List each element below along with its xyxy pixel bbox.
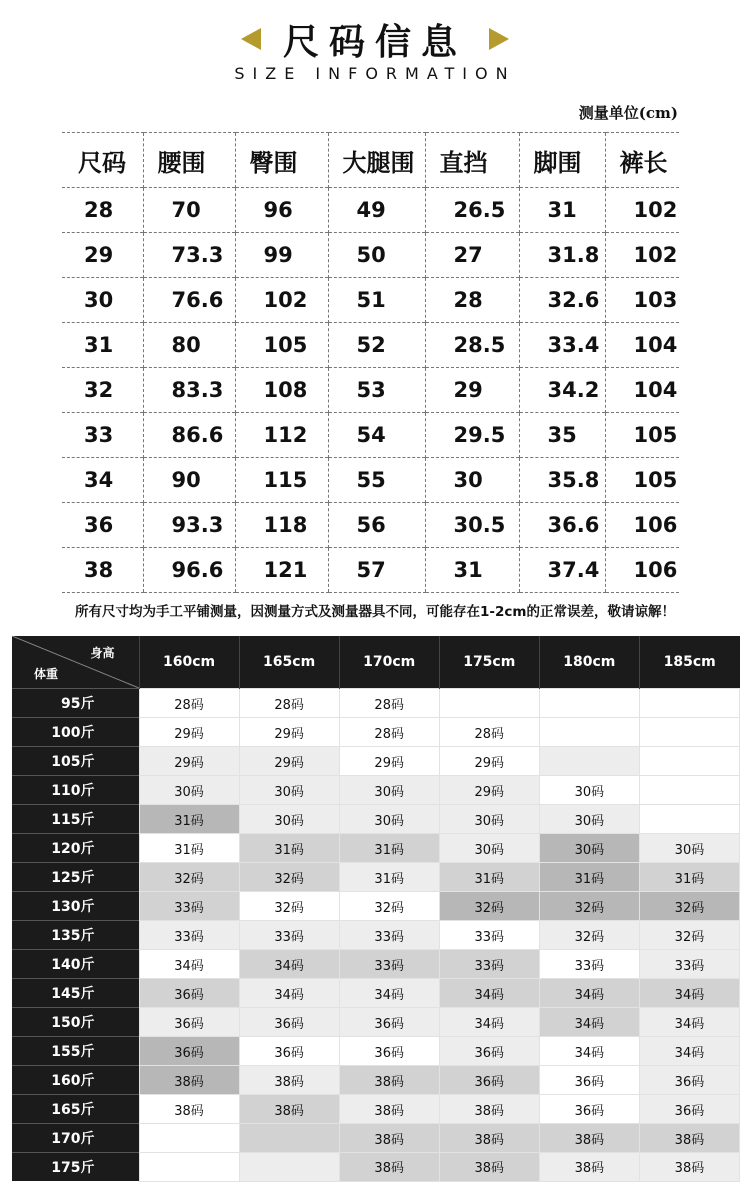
weight-row-header: 165斤: [12, 1095, 139, 1124]
size-cell: 30.5: [425, 503, 519, 548]
size-recommendation-cell: [639, 805, 739, 834]
size-cell: 35: [519, 413, 605, 458]
size-cell: 105: [605, 458, 679, 503]
size-cell: 90: [143, 458, 235, 503]
size-cell: 29: [425, 368, 519, 413]
size-recommendation-cell: 38码: [439, 1095, 539, 1124]
weight-row-header: 105斤: [12, 747, 139, 776]
size-recommendation-cell: 38码: [639, 1124, 739, 1153]
size-recommendation-cell: 29码: [439, 776, 539, 805]
size-recommendation-cell: 32码: [239, 863, 339, 892]
size-recommendation-cell: 29码: [139, 718, 239, 747]
size-cell: 27: [425, 233, 519, 278]
size-recommendation-cell: 31码: [239, 834, 339, 863]
size-cell: 96.6: [143, 548, 235, 593]
size-cell: 31: [519, 188, 605, 233]
size-recommendation-cell: [139, 1153, 239, 1182]
size-recommendation-cell: [239, 1124, 339, 1153]
size-recommendation-cell: 31码: [339, 863, 439, 892]
measurement-unit: 测量单位(cm): [578, 104, 678, 122]
size-recommendation-cell: 36码: [639, 1095, 739, 1124]
weight-axis-label: 体重: [34, 667, 59, 681]
size-recommendation-cell: 33码: [539, 950, 639, 979]
size-recommendation-cell: 32码: [139, 863, 239, 892]
size-recommendation-cell: 32码: [639, 892, 739, 921]
size-table: [62, 132, 679, 593]
grid-header-row: [12, 636, 740, 689]
size-cell: 105: [235, 323, 328, 368]
size-recommendation-cell: 36码: [439, 1037, 539, 1066]
size-cell: 33.4: [519, 323, 605, 368]
size-cell: 28.5: [425, 323, 519, 368]
size-cell: 34: [62, 458, 143, 503]
size-recommendation-cell: 33码: [139, 892, 239, 921]
size-cell: 76.6: [143, 278, 235, 323]
size-cell: 99: [235, 233, 328, 278]
size-recommendation-cell: 36码: [339, 1008, 439, 1037]
size-recommendation-cell: 30码: [439, 834, 539, 863]
size-recommendation-cell: 34码: [239, 950, 339, 979]
size-table-row: [62, 413, 679, 458]
size-recommendation-cell: [639, 689, 739, 718]
measurement-note: 所有尺寸均为手工平铺测量，因测量方式及测量器具不同，可能存在1-2cm的正常误差，敬请谅解！: [75, 604, 675, 620]
height-column-header: 185cm: [639, 636, 739, 689]
weight-row-header: 160斤: [12, 1066, 139, 1095]
size-recommendation-cell: [539, 747, 639, 776]
grid-row: [12, 776, 740, 805]
size-recommendation-cell: 33码: [139, 921, 239, 950]
size-recommendation-cell: 29码: [139, 747, 239, 776]
size-cell: 83.3: [143, 368, 235, 413]
size-cell: 32: [62, 368, 143, 413]
weight-row-header: 115斤: [12, 805, 139, 834]
size-cell: 102: [605, 188, 679, 233]
size-recommendation-cell: 33码: [439, 950, 539, 979]
weight-row-header: 110斤: [12, 776, 139, 805]
size-cell: 33: [62, 413, 143, 458]
size-table-row: [62, 188, 679, 233]
size-recommendation-cell: 36码: [539, 1066, 639, 1095]
size-table-row: [62, 503, 679, 548]
size-recommendation-cell: 32码: [239, 892, 339, 921]
size-table-row: [62, 548, 679, 593]
grid-corner: [12, 636, 139, 689]
size-cell: 55: [328, 458, 425, 503]
size-recommendation-cell: 30码: [339, 805, 439, 834]
size-recommendation-cell: 38码: [339, 1066, 439, 1095]
size-recommendation-cell: 30码: [539, 834, 639, 863]
size-recommendation-cell: 32码: [639, 921, 739, 950]
size-cell: 36.6: [519, 503, 605, 548]
size-recommendation-cell: 36码: [639, 1066, 739, 1095]
weight-row-header: 175斤: [12, 1153, 139, 1182]
size-cell: 104: [605, 368, 679, 413]
size-cell: 28: [62, 188, 143, 233]
size-recommendation-cell: 33码: [439, 921, 539, 950]
size-recommendation-cell: 30码: [539, 776, 639, 805]
size-recommendation-cell: 31码: [139, 834, 239, 863]
size-recommendation-cell: 32码: [439, 892, 539, 921]
size-recommendation-cell: 36码: [539, 1095, 639, 1124]
size-cell: 29.5: [425, 413, 519, 458]
size-table-row: [62, 233, 679, 278]
size-recommendation-cell: [639, 718, 739, 747]
size-cell: 104: [605, 323, 679, 368]
grid-row: [12, 805, 740, 834]
size-recommendation-cell: 38码: [139, 1066, 239, 1095]
size-cell: 57: [328, 548, 425, 593]
grid-row: [12, 1037, 740, 1066]
size-recommendation-cell: 30码: [239, 776, 339, 805]
size-recommendation-cell: [539, 689, 639, 718]
size-column-header: 大腿围: [328, 133, 425, 188]
size-recommendation-cell: 33码: [339, 950, 439, 979]
grid-row: [12, 1066, 740, 1095]
weight-row-header: 150斤: [12, 1008, 139, 1037]
size-recommendation-cell: 36码: [239, 1037, 339, 1066]
weight-row-header: 130斤: [12, 892, 139, 921]
size-column-header: 裤长: [605, 133, 679, 188]
grid-row: [12, 834, 740, 863]
grid-row: [12, 689, 740, 718]
size-recommendation-cell: 32码: [339, 892, 439, 921]
size-recommendation-cell: 28码: [439, 718, 539, 747]
size-cell: 121: [235, 548, 328, 593]
size-cell: 51: [328, 278, 425, 323]
size-recommendation-cell: 32码: [539, 921, 639, 950]
grid-row: [12, 950, 740, 979]
size-recommendation-cell: 36码: [139, 979, 239, 1008]
size-column-header: 尺码: [62, 133, 143, 188]
size-cell: 96: [235, 188, 328, 233]
size-table-row: [62, 368, 679, 413]
title-row: [0, 14, 750, 64]
height-axis-label: 身高: [90, 646, 115, 660]
size-recommendation-cell: [139, 1124, 239, 1153]
size-table-row: [62, 458, 679, 503]
size-cell: 29: [62, 233, 143, 278]
size-cell: 36: [62, 503, 143, 548]
size-recommendation-cell: 34码: [439, 1008, 539, 1037]
size-recommendation-grid: [12, 636, 740, 1182]
size-cell: 54: [328, 413, 425, 458]
size-table-header: [62, 133, 679, 188]
size-recommendation-cell: 38码: [139, 1095, 239, 1124]
size-recommendation-cell: 28码: [139, 689, 239, 718]
size-recommendation-cell: 38码: [339, 1095, 439, 1124]
size-recommendation-cell: [639, 747, 739, 776]
size-recommendation-cell: 36码: [339, 1037, 439, 1066]
size-cell: 30: [425, 458, 519, 503]
grid-row: [12, 892, 740, 921]
grid-row: [12, 1124, 740, 1153]
size-cell: 34.2: [519, 368, 605, 413]
size-recommendation-cell: 34码: [339, 979, 439, 1008]
size-cell: 32.6: [519, 278, 605, 323]
size-cell: 106: [605, 548, 679, 593]
size-recommendation-cell: 30码: [239, 805, 339, 834]
size-cell: 26.5: [425, 188, 519, 233]
size-cell: 105: [605, 413, 679, 458]
size-cell: 37.4: [519, 548, 605, 593]
size-cell: 80: [143, 323, 235, 368]
height-column-header: 175cm: [439, 636, 539, 689]
size-recommendation-cell: 36码: [139, 1037, 239, 1066]
size-column-header: 直挡: [425, 133, 519, 188]
size-recommendation-cell: 30码: [539, 805, 639, 834]
grid-row: [12, 921, 740, 950]
size-recommendation-cell: 34码: [539, 1037, 639, 1066]
size-cell: 103: [605, 278, 679, 323]
size-recommendation-cell: 28码: [239, 689, 339, 718]
size-cell: 102: [605, 233, 679, 278]
size-recommendation-cell: 34码: [139, 950, 239, 979]
size-recommendation-cell: 29码: [239, 718, 339, 747]
size-recommendation-cell: 38码: [439, 1124, 539, 1153]
size-cell: 31.8: [519, 233, 605, 278]
size-recommendation-cell: 34码: [539, 979, 639, 1008]
weight-row-header: 170斤: [12, 1124, 139, 1153]
grid-row: [12, 1008, 740, 1037]
size-cell: 118: [235, 503, 328, 548]
size-cell: 52: [328, 323, 425, 368]
size-recommendation-cell: 36码: [139, 1008, 239, 1037]
height-column-header: 170cm: [339, 636, 439, 689]
size-recommendation-cell: 31码: [339, 834, 439, 863]
size-recommendation-cell: 29码: [439, 747, 539, 776]
page-title: 尺码信息: [282, 21, 467, 63]
size-table-row: [62, 278, 679, 323]
grid-row: [12, 979, 740, 1008]
grid-row: [12, 863, 740, 892]
size-recommendation-cell: 31码: [139, 805, 239, 834]
size-cell: 50: [328, 233, 425, 278]
grid-row: [12, 718, 740, 747]
size-recommendation-cell: 31码: [439, 863, 539, 892]
weight-row-header: 125斤: [12, 863, 139, 892]
size-recommendation-cell: [239, 1153, 339, 1182]
height-column-header: 165cm: [239, 636, 339, 689]
size-cell: 112: [235, 413, 328, 458]
size-recommendation-cell: 34码: [239, 979, 339, 1008]
size-cell: 115: [235, 458, 328, 503]
size-recommendation-cell: 30码: [139, 776, 239, 805]
size-cell: 28: [425, 278, 519, 323]
left-arrow-icon: [241, 28, 261, 50]
grid-row: [12, 1153, 740, 1182]
size-recommendation-cell: 38码: [239, 1095, 339, 1124]
size-cell: 53: [328, 368, 425, 413]
size-cell: 108: [235, 368, 328, 413]
grid-row: [12, 1095, 740, 1124]
weight-row-header: 140斤: [12, 950, 139, 979]
weight-row-header: 135斤: [12, 921, 139, 950]
size-recommendation-cell: [539, 718, 639, 747]
size-recommendation-cell: 36码: [439, 1066, 539, 1095]
size-cell: 30: [62, 278, 143, 323]
size-recommendation-cell: 34码: [539, 1008, 639, 1037]
corner-diagonal-line: [12, 636, 139, 688]
size-recommendation-cell: 29码: [339, 747, 439, 776]
size-recommendation-cell: 38码: [439, 1153, 539, 1182]
right-arrow-icon: [489, 28, 509, 50]
size-recommendation-cell: [439, 689, 539, 718]
size-cell: 49: [328, 188, 425, 233]
size-recommendation-cell: 30码: [339, 776, 439, 805]
size-column-header: 腰围: [143, 133, 235, 188]
size-recommendation-cell: 33码: [339, 921, 439, 950]
size-recommendation-cell: 34码: [639, 979, 739, 1008]
size-table-body: [62, 188, 679, 593]
size-recommendation-cell: 38码: [539, 1153, 639, 1182]
size-cell: 86.6: [143, 413, 235, 458]
size-cell: 106: [605, 503, 679, 548]
size-cell: 31: [425, 548, 519, 593]
size-cell: 31: [62, 323, 143, 368]
size-recommendation-cell: 33码: [239, 921, 339, 950]
size-recommendation-cell: 30码: [439, 805, 539, 834]
size-cell: 93.3: [143, 503, 235, 548]
size-recommendation-cell: [639, 776, 739, 805]
height-column-header: 180cm: [539, 636, 639, 689]
size-recommendation-cell: 30码: [639, 834, 739, 863]
page-subtitle: SIZE INFORMATION: [234, 64, 516, 83]
size-recommendation-cell: 28码: [339, 718, 439, 747]
size-recommendation-cell: 29码: [239, 747, 339, 776]
size-table-row: [62, 323, 679, 368]
size-recommendation-cell: 38码: [539, 1124, 639, 1153]
size-cell: 70: [143, 188, 235, 233]
size-cell: 102: [235, 278, 328, 323]
size-cell: 56: [328, 503, 425, 548]
size-cell: 73.3: [143, 233, 235, 278]
size-cell: 35.8: [519, 458, 605, 503]
size-recommendation-cell: 38码: [639, 1153, 739, 1182]
size-column-header: 脚围: [519, 133, 605, 188]
size-recommendation-cell: 31码: [539, 863, 639, 892]
size-cell: 38: [62, 548, 143, 593]
size-recommendation-cell: 34码: [439, 979, 539, 1008]
height-column-header: 160cm: [139, 636, 239, 689]
size-recommendation-cell: 38码: [339, 1153, 439, 1182]
size-recommendation-cell: 38码: [339, 1124, 439, 1153]
size-recommendation-cell: 31码: [639, 863, 739, 892]
size-column-header: 臀围: [235, 133, 328, 188]
weight-row-header: 120斤: [12, 834, 139, 863]
size-recommendation-cell: 32码: [539, 892, 639, 921]
weight-row-header: 100斤: [12, 718, 139, 747]
size-recommendation-cell: 33码: [639, 950, 739, 979]
size-recommendation-cell: 34码: [639, 1008, 739, 1037]
size-recommendation-cell: 36码: [239, 1008, 339, 1037]
size-recommendation-cell: 34码: [639, 1037, 739, 1066]
size-recommendation-cell: 38码: [239, 1066, 339, 1095]
weight-row-header: 145斤: [12, 979, 139, 1008]
weight-row-header: 95斤: [12, 689, 139, 718]
grid-body: [12, 689, 740, 1182]
grid-row: [12, 747, 740, 776]
weight-row-header: 155斤: [12, 1037, 139, 1066]
size-recommendation-cell: 28码: [339, 689, 439, 718]
